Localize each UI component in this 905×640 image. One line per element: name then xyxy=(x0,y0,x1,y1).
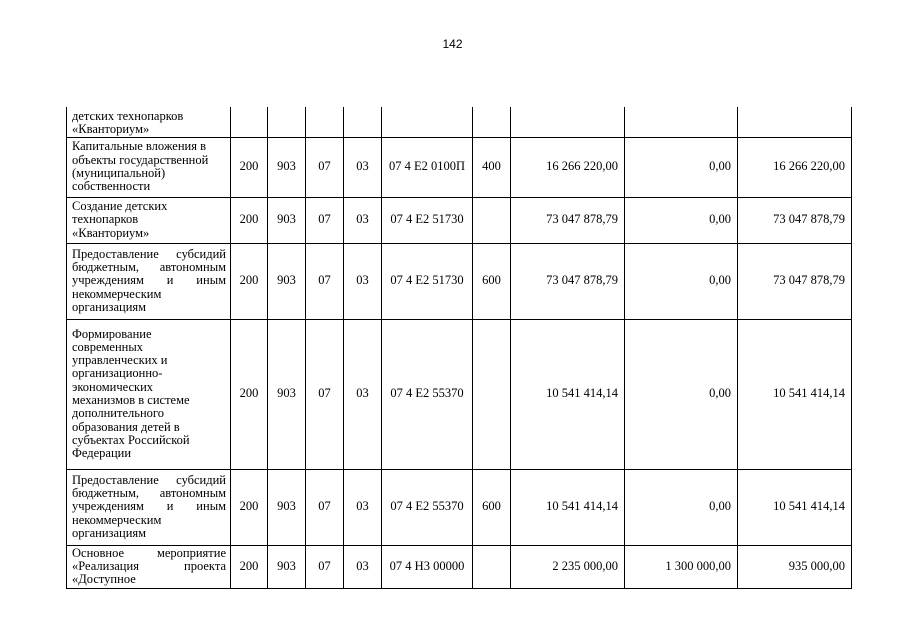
target-article-cell: 07 4 Е2 51730 xyxy=(382,197,473,243)
expense-type-cell xyxy=(473,107,511,137)
ministry-code-cell: 903 xyxy=(268,243,306,319)
item-name-line: современных xyxy=(72,339,143,354)
amount-total-cell: 16 266 220,00 xyxy=(511,137,625,197)
amount-total-cell: 73 047 878,79 xyxy=(511,197,625,243)
item-name-line: Капитальные вложения в xyxy=(72,139,206,154)
amount-local-cell: 10 541 414,14 xyxy=(738,319,852,469)
budget-table xyxy=(66,107,852,589)
item-name-cell xyxy=(67,469,231,545)
item-name-line: «Реализация проекта xyxy=(72,558,226,573)
section-code-cell: 200 xyxy=(231,545,268,588)
subsection-cell: 03 xyxy=(344,137,382,197)
section-cell: 07 xyxy=(306,243,344,319)
item-name-cell xyxy=(67,243,231,319)
section-cell: 07 xyxy=(306,137,344,197)
amount-local-cell: 16 266 220,00 xyxy=(738,137,852,197)
table-row xyxy=(67,137,852,197)
section-cell: 07 xyxy=(306,197,344,243)
section-code-cell xyxy=(231,107,268,137)
subsection-cell: 03 xyxy=(344,319,382,469)
item-name-line: Предоставление субсидий xyxy=(72,472,226,487)
ministry-code-cell: 903 xyxy=(268,137,306,197)
amount-federal-cell: 0,00 xyxy=(625,469,738,545)
ministry-code-cell: 903 xyxy=(268,319,306,469)
subsection-cell: 03 xyxy=(344,545,382,588)
amount-federal-cell: 0,00 xyxy=(625,319,738,469)
item-name-line: «Кванториум» xyxy=(72,225,150,240)
target-article-cell: 07 4 Е2 55370 xyxy=(382,319,473,469)
subsection-cell: 03 xyxy=(344,243,382,319)
section-code-cell: 200 xyxy=(231,137,268,197)
item-name-line: Формирование xyxy=(72,326,152,341)
target-article-cell: 07 4 Е2 51730 xyxy=(382,243,473,319)
ministry-code-cell: 903 xyxy=(268,545,306,588)
item-name-line: некоммерческим xyxy=(72,512,162,527)
item-name-line: учреждениям и иным xyxy=(72,273,226,288)
amount-federal-cell: 0,00 xyxy=(625,137,738,197)
table-row xyxy=(67,469,852,545)
item-name-line: организационно- xyxy=(72,366,163,381)
item-name-line: механизмов в системе xyxy=(72,393,190,407)
amount-local-cell xyxy=(738,107,852,137)
item-name-line: Основное мероприятие xyxy=(72,545,226,560)
item-name-cell xyxy=(67,545,231,588)
amount-total-cell xyxy=(511,107,625,137)
item-name-cell xyxy=(67,319,231,469)
item-name-line: объекты государственной xyxy=(72,152,209,167)
expense-type-cell xyxy=(473,545,511,588)
item-name-line: собственности xyxy=(72,179,151,194)
subsection-cell xyxy=(344,107,382,137)
expense-type-cell xyxy=(473,197,511,243)
table-row xyxy=(67,197,852,243)
item-name-line: «Доступное xyxy=(72,572,136,587)
budget-table-body xyxy=(67,107,852,588)
amount-total-cell: 10 541 414,14 xyxy=(511,319,625,469)
table-row xyxy=(67,107,852,137)
amount-federal-cell: 0,00 xyxy=(625,243,738,319)
item-name-line: детских технопарков xyxy=(72,108,184,123)
item-name-line: экономических xyxy=(72,379,154,394)
item-name-line: учреждениям и иным xyxy=(72,499,226,514)
section-cell: 07 xyxy=(306,319,344,469)
table-row xyxy=(67,545,852,588)
target-article-cell: 07 4 Н3 00000 xyxy=(382,545,473,588)
item-name-line: Создание детских xyxy=(72,199,168,214)
target-article-cell xyxy=(382,107,473,137)
amount-local-cell: 10 541 414,14 xyxy=(738,469,852,545)
item-name-line: дополнительного xyxy=(72,406,164,421)
item-name-line: «Кванториум» xyxy=(72,122,150,137)
expense-type-cell: 400 xyxy=(473,137,511,197)
amount-federal-cell xyxy=(625,107,738,137)
item-name-line: некоммерческим xyxy=(72,286,162,301)
section-code-cell: 200 xyxy=(231,243,268,319)
amount-federal-cell: 0,00 xyxy=(625,197,738,243)
amount-local-cell: 935 000,00 xyxy=(738,545,852,588)
item-name-line: (муниципальной) xyxy=(72,166,166,180)
amount-total-cell: 73 047 878,79 xyxy=(511,243,625,319)
amount-local-cell: 73 047 878,79 xyxy=(738,197,852,243)
page-number: 142 xyxy=(442,37,463,51)
subsection-cell: 03 xyxy=(344,469,382,545)
item-name-line: бюджетным, автономным xyxy=(72,260,226,275)
expense-type-cell xyxy=(473,319,511,469)
item-name-line: субъектах Российской xyxy=(72,432,190,447)
ministry-code-cell xyxy=(268,107,306,137)
item-name-line: технопарков xyxy=(72,212,139,227)
section-cell: 07 xyxy=(306,469,344,545)
item-name-cell xyxy=(67,197,231,243)
item-name-line: Предоставление субсидий xyxy=(72,246,226,261)
amount-local-cell: 73 047 878,79 xyxy=(738,243,852,319)
amount-total-cell: 10 541 414,14 xyxy=(511,469,625,545)
target-article-cell: 07 4 Е2 55370 xyxy=(382,469,473,545)
item-name-line: организациям xyxy=(72,525,147,540)
amount-total-cell: 2 235 000,00 xyxy=(511,545,625,588)
table-row xyxy=(67,243,852,319)
expense-type-cell: 600 xyxy=(473,243,511,319)
item-name-line: организациям xyxy=(72,299,147,314)
expense-type-cell: 600 xyxy=(473,469,511,545)
item-name-line: Федерации xyxy=(72,446,132,461)
item-name-line: образования детей в xyxy=(72,419,180,434)
target-article-cell: 07 4 Е2 0100П xyxy=(382,137,473,197)
section-code-cell: 200 xyxy=(231,197,268,243)
ministry-code-cell: 903 xyxy=(268,469,306,545)
amount-federal-cell: 1 300 000,00 xyxy=(625,545,738,588)
section-cell xyxy=(306,107,344,137)
item-name-line: бюджетным, автономным xyxy=(72,486,226,501)
subsection-cell: 03 xyxy=(344,197,382,243)
item-name-line: управленческих и xyxy=(72,353,168,368)
section-code-cell: 200 xyxy=(231,469,268,545)
section-code-cell: 200 xyxy=(231,319,268,469)
ministry-code-cell: 903 xyxy=(268,197,306,243)
item-name-cell xyxy=(67,107,231,137)
item-name-cell xyxy=(67,137,231,197)
table-row xyxy=(67,319,852,469)
section-cell: 07 xyxy=(306,545,344,588)
